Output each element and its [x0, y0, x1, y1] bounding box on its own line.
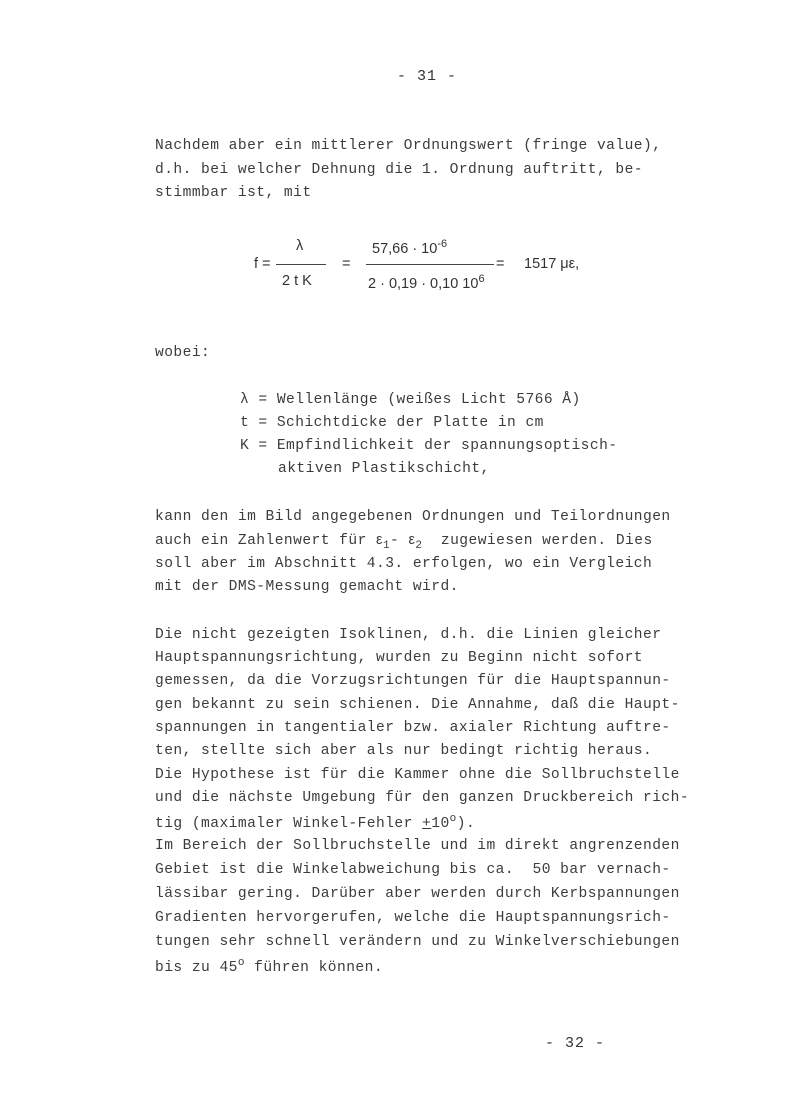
den2-base: 2 · 0,19 · 0,10 10 [368, 275, 479, 292]
num2-base: 57,66 · 10 [372, 240, 438, 257]
formula-result: 1517 με, [524, 256, 580, 272]
formula-num1: λ [296, 238, 304, 254]
text-line: tungen sehr schnell verändern und zu Winkelverschiebungen [155, 934, 680, 950]
wobei-label: wobei: [155, 345, 211, 361]
text-line: Die Hypothese ist für die Kammer ohne die Sollbruchstelle [155, 767, 680, 783]
text-line: kann den im Bild angegebenen Ordnungen und Teilordnungen [155, 509, 671, 525]
text-segment: auch ein Zahlenwert für [155, 533, 376, 549]
fraction-bar [366, 264, 494, 265]
formula-eq2: = [496, 256, 505, 272]
formula-den2 [368, 273, 485, 292]
text-segment: führen können. [244, 959, 384, 976]
text-segment: ). [456, 815, 476, 832]
text-line: gemessen, da die Vorzugsrichtungen für die Hauptspannun- [155, 673, 671, 689]
formula-num2 [372, 238, 447, 257]
page-number-bottom: - 32 - [545, 1035, 606, 1052]
num2-exponent: -6 [437, 238, 448, 250]
definition-k: K = Empfindlichkeit der spannungsoptisch- [240, 438, 618, 454]
text-line: mit der DMS-Messung gemacht wird. [155, 579, 459, 595]
epsilon-symbol: ε [375, 532, 383, 548]
degree-sign: o [449, 813, 457, 825]
text-line: ten, stellte sich aber als nur bedingt richtig heraus. [155, 743, 653, 759]
den2-exponent: 6 [478, 273, 485, 285]
text-line: Hauptspannungsrichtung, wurden zu Beginn nicht sofort [155, 650, 644, 666]
formula-eq1: = [342, 256, 351, 272]
formula-den1: 2 t K [282, 273, 312, 289]
text-line: Nachdem aber ein mittlerer Ordnungswert (fringe value), [155, 138, 662, 154]
text-line [155, 813, 475, 832]
text-line: spannungen in tangentialer bzw. axialer Richtung auftre- [155, 720, 671, 736]
text-line: gen bekannt zu sein schienen. Die Annahme, daß die Haupt- [155, 697, 680, 713]
text-line: und die nächste Umgebung für den ganzen Druckbereich rich- [155, 790, 690, 806]
text-line: d.h. bei welcher Dehnung die 1. Ordnung auftritt, be- [155, 162, 644, 178]
text-line: Die nicht gezeigten Isoklinen, d.h. die Linien gleicher [155, 627, 662, 643]
epsilon-symbol: ε [408, 532, 416, 548]
fringe-value-formula [250, 230, 630, 290]
text-segment: zugewiesen werden. Dies [422, 533, 653, 549]
definition-t: t = Schichtdicke der Platte in cm [240, 415, 544, 431]
page-number-top: - 31 - [397, 68, 458, 85]
definition-lambda: λ = Wellenlänge (weißes Licht 5766 Å) [240, 392, 581, 408]
text-line: stimmbar ist, mit [155, 185, 312, 201]
text-segment: 10 [431, 815, 450, 832]
text-line: Gebiet ist die Winkelabweichung bis ca. 50 bar vernach- [155, 862, 671, 878]
formula-lhs: f = [254, 256, 271, 272]
degree-sign: o [237, 957, 245, 969]
definition-k-cont: aktiven Plastikschicht, [278, 461, 490, 477]
subscript: 1 [382, 539, 391, 552]
text-segment: tig (maximaler Winkel-Fehler [155, 815, 423, 832]
text-line: Gradienten hervorgerufen, welche die Hauptspannungsrich- [155, 910, 671, 926]
text-line [155, 532, 653, 552]
text-line: soll aber im Abschnitt 4.3. erfolgen, wo ein Vergleich [155, 556, 653, 572]
text-line: lässibar gering. Darüber aber werden durch Kerbspannungen [155, 886, 680, 902]
text-segment: - [390, 533, 409, 549]
text-segment: bis zu 45 [155, 959, 238, 976]
text-line [155, 957, 383, 976]
plus-minus-sign: + [422, 815, 432, 832]
fraction-bar [276, 264, 326, 265]
subscript: 2 [415, 539, 423, 552]
text-line: Im Bereich der Sollbruchstelle und im direkt angrenzenden [155, 838, 680, 854]
